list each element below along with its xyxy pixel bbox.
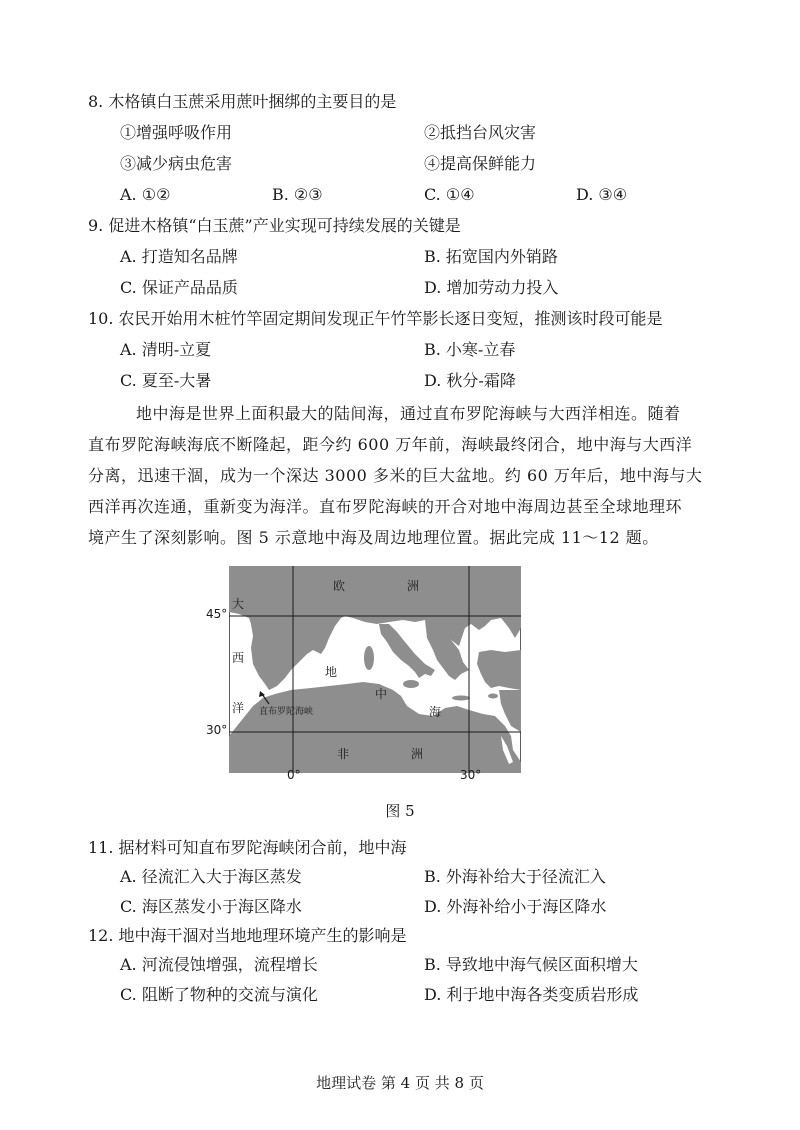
label-atlantic-2: 西 <box>232 651 245 665</box>
label-africa-2: 洲 <box>411 747 424 761</box>
q9-option-c: C. 保证产品品质 <box>120 278 238 297</box>
passage-line-3: 分离，迅速干涸，成为一个深达 3000 多米的巨大盆地。约 60 万年后，地中海与大 <box>88 466 703 485</box>
q10-option-d: D. 秋分-霜降 <box>424 371 516 390</box>
q10-option-b: B. 小寒-立春 <box>424 340 516 359</box>
q8-item-1: ①增强呼吸作用 <box>120 123 233 142</box>
page-footer: 地理试卷 第 4 页 共 8 页 <box>316 1074 484 1092</box>
figure-caption: 图 5 <box>385 802 415 820</box>
q9-option-a: A. 打造知名品牌 <box>120 247 238 266</box>
label-atlantic-3: 洋 <box>232 701 245 715</box>
mediterranean-map <box>229 566 521 773</box>
label-atlantic-1: 大 <box>232 597 245 611</box>
passage-line-4: 西洋再次连通，重新变为海洋。直布罗陀海峡的开合对地中海周边甚至全球地理环 <box>88 497 683 516</box>
passage-line-2: 直布罗陀海峡海底不断隆起，距今约 600 万年前，海峡最终闭合，地中海与大西洋 <box>88 435 693 454</box>
q12-option-c: C. 阻断了物种的交流与演化 <box>120 985 318 1004</box>
reading-passage <box>88 398 728 553</box>
q9-option-d: D. 增加劳动力投入 <box>424 278 559 297</box>
label-sea-1: 地 <box>325 665 338 679</box>
q11-option-b: B. 外海补给大于径流汇入 <box>424 867 606 886</box>
question-8-stem: 8. 木格镇白玉蔗采用蔗叶捆绑的主要目的是 <box>88 92 397 111</box>
label-europe-1: 欧 <box>333 579 346 593</box>
passage-line-1: 地中海是世界上面积最大的陆间海，通过直布罗陀海峡与大西洋相连。随着 <box>136 404 681 423</box>
q8-option-c: C. ①④ <box>424 185 475 204</box>
q8-option-b: B. ②③ <box>272 185 323 204</box>
sicily-island <box>403 680 419 688</box>
label-africa-1: 非 <box>337 747 350 761</box>
corsica-sardinia-island <box>364 646 374 670</box>
question-12-stem: 12. 地中海干涸对当地地理环境产生的影响是 <box>88 926 407 945</box>
label-europe-2: 洲 <box>407 579 420 593</box>
q11-option-a: A. 径流汇入大于海区蒸发 <box>120 867 302 886</box>
q8-item-3: ③减少病虫危害 <box>120 154 233 173</box>
question-11-stem: 11. 据材料可知直布罗陀海峡闭合前，地中海 <box>88 838 407 857</box>
lon-label-0: 0° <box>287 768 301 782</box>
q11-option-c: C. 海区蒸发小于海区降水 <box>120 897 302 916</box>
q12-option-d: D. 利于地中海各类变质岩形成 <box>424 985 639 1004</box>
q12-option-a: A. 河流侵蚀增强，流程增长 <box>120 955 318 974</box>
question-9-stem: 9. 促进木格镇“白玉蔗”产业实现可持续发展的关键是 <box>88 216 461 235</box>
label-sea-2: 中 <box>375 687 388 701</box>
q9-option-b: B. 拓宽国内外销路 <box>424 247 558 266</box>
lon-label-30: 30° <box>460 768 482 782</box>
lat-label-30: 30° <box>206 723 228 737</box>
q12-option-b: B. 导致地中海气候区面积增大 <box>424 955 638 974</box>
cyprus-island <box>488 694 498 699</box>
q8-item-2: ②抵挡台风灾害 <box>424 123 537 142</box>
crete-island <box>452 696 470 701</box>
q11-option-d: D. 外海补给小于海区降水 <box>424 897 607 916</box>
q8-option-a: A. ①② <box>120 185 171 204</box>
q10-option-c: C. 夏至-大暑 <box>120 371 212 390</box>
passage-line-5: 境产生了深刻影响。图 5 示意地中海及周边地理位置。据此完成 11～12 题。 <box>88 528 659 547</box>
label-sea-3: 海 <box>429 705 442 719</box>
question-10-stem: 10. 农民开始用木桩竹竿固定期间发现正午竹竿影长逐日变短，推测该时段可能是 <box>88 309 663 328</box>
lat-label-45: 45° <box>206 607 228 621</box>
q8-item-4: ④提高保鲜能力 <box>424 154 537 173</box>
q10-option-a: A. 清明-立夏 <box>120 340 212 359</box>
label-gibraltar-strait: 直布罗陀海峡 <box>259 707 314 717</box>
q8-option-d: D. ③④ <box>576 185 628 204</box>
